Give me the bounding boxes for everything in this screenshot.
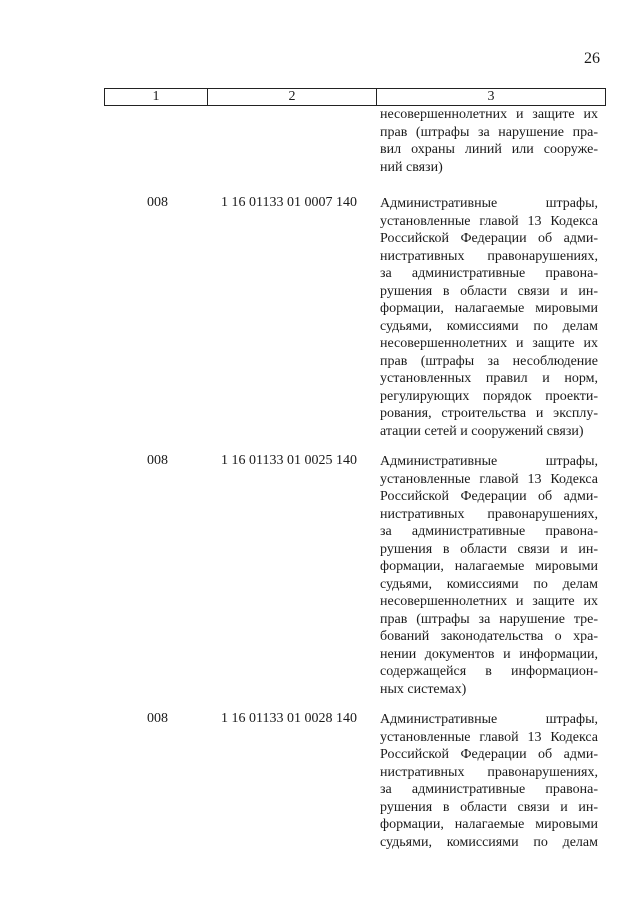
description-line: Российской Федерации об адми- (380, 231, 598, 246)
description-line: за административные правона- (380, 524, 598, 539)
row-description (380, 711, 598, 851)
column-header-2: 2 (208, 89, 377, 106)
description-line: нистративных правонарушениях, (380, 764, 598, 780)
description-line: прав (штрафы за нарушение пра- (380, 124, 598, 140)
description-line: содержащейся в информацион- (380, 664, 598, 679)
row-description (380, 195, 598, 440)
budget-classification-code: 1 16 01133 01 0028 140 (221, 711, 357, 726)
description-line: регулирующих порядок проекти- (380, 388, 598, 404)
description-line: нистративных правонарушениях, (380, 506, 598, 522)
description-line: рования, строительства и эксплу- (380, 406, 598, 421)
column-header-1: 1 (105, 89, 208, 106)
admin-code: 008 (147, 453, 168, 468)
description-line: прав (штрафы за нарушение тре- (380, 611, 598, 627)
description-line: ных системах) (380, 681, 467, 697)
description-line: ний связи) (380, 159, 443, 175)
description-line: прав (штрафы за несоблюдение (380, 353, 598, 369)
budget-classification-code: 1 16 01133 01 0025 140 (221, 453, 357, 468)
description-line: Российской Федерации об адми- (380, 489, 598, 504)
description-line: несовершеннолетних и защите их (380, 594, 598, 609)
continued-description (380, 106, 598, 176)
description-line: формации, налагаемые мировыми (380, 817, 598, 832)
description-line: установленных правил и норм, (380, 371, 598, 386)
description-line: судьями, комиссиями по делам (380, 576, 598, 592)
description-line: Административные штрафы, (380, 712, 598, 727)
description-line: вил охраны линий или сооруже- (380, 142, 598, 157)
page-number: 26 (584, 50, 600, 67)
row-description (380, 453, 598, 698)
description-line: формации, налагаемые мировыми (380, 301, 598, 316)
description-line: Административные штрафы, (380, 454, 598, 469)
description-line: атации сетей и сооружений связи) (380, 423, 584, 439)
description-line: установленные главой 13 Кодекса (380, 213, 598, 229)
description-line: рушения в области связи и ин- (380, 283, 598, 299)
admin-code: 008 (147, 195, 168, 210)
description-line: нистративных правонарушениях, (380, 248, 598, 264)
budget-classification-code: 1 16 01133 01 0007 140 (221, 195, 357, 210)
description-line: Российской Федерации об адми- (380, 747, 598, 762)
admin-code: 008 (147, 711, 168, 726)
description-line: судьями, комиссиями по делам (380, 834, 598, 850)
description-line: установленные главой 13 Кодекса (380, 729, 598, 745)
description-line: нении документов и информации, (380, 646, 598, 662)
description-line: бований законодательства о хра- (380, 629, 598, 644)
column-header-table (104, 88, 606, 106)
description-line: за административные правона- (380, 782, 598, 797)
description-line: несовершеннолетних и защите их (380, 107, 598, 122)
description-line: рушения в области связи и ин- (380, 799, 598, 815)
description-line: рушения в области связи и ин- (380, 541, 598, 557)
description-line: за административные правона- (380, 266, 598, 281)
description-line: судьями, комиссиями по делам (380, 318, 598, 334)
column-header-3: 3 (377, 89, 606, 106)
description-line: несовершеннолетних и защите их (380, 336, 598, 351)
description-line: формации, налагаемые мировыми (380, 559, 598, 574)
description-line: Административные штрафы, (380, 196, 598, 211)
description-line: установленные главой 13 Кодекса (380, 471, 598, 487)
